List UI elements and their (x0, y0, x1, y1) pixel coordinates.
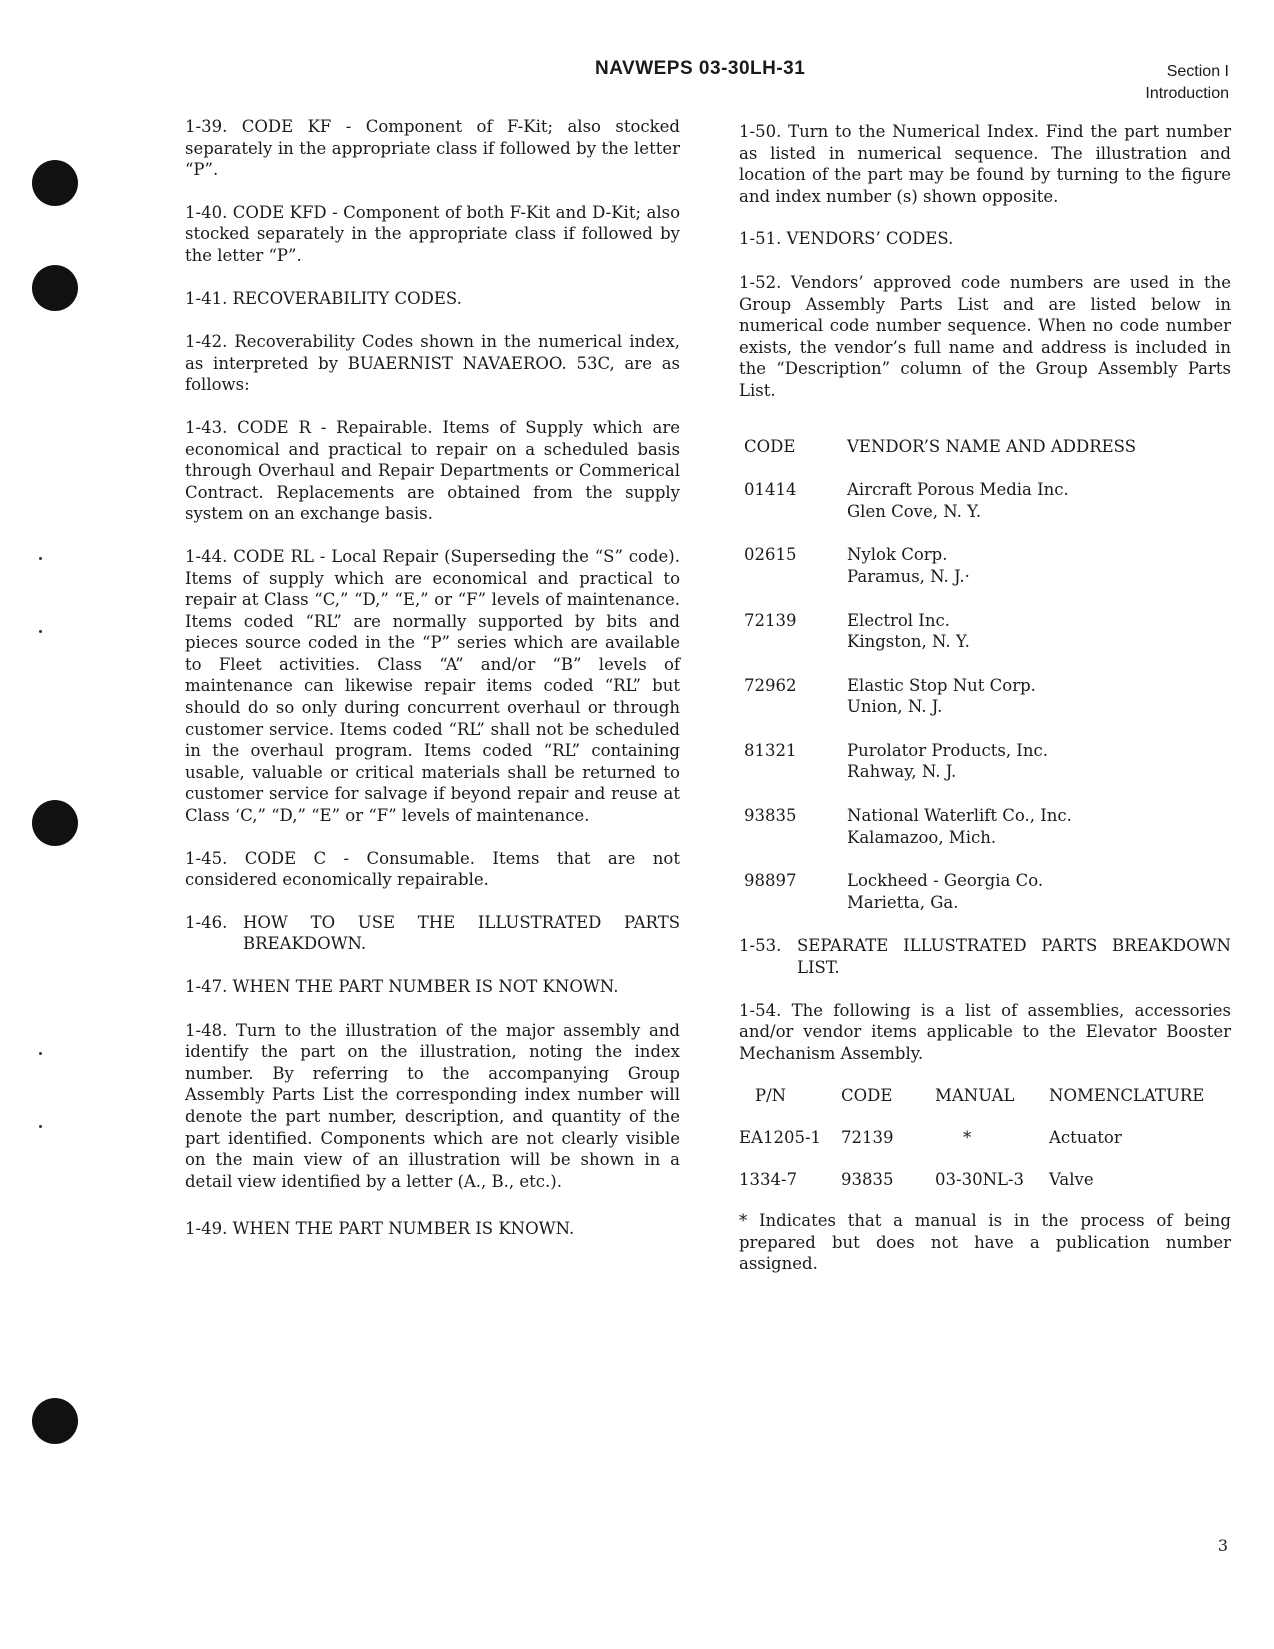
paragraph-1-39: 1-39. CODE KF - Component of F-Kit; also stocked separately in the appropriate class if followed by the letter “P”. (185, 117, 680, 180)
margin-speck (39, 557, 42, 560)
vendor-name-address (847, 610, 1231, 653)
manual-header: MANUAL (935, 1086, 1015, 1106)
paragraph-1-52: 1-52. Vendors’ approved code numbers are used in the Group Assembly Parts List and are listed below in numerical code number sequence. When no code number exists, the vendor’s full name and address is included in the “Description” column of the Group Assembly Parts List. (739, 272, 1231, 400)
vendor-name: Nylok Corp. (847, 545, 948, 565)
vendor-row (739, 740, 1231, 783)
paragraph-1-40: 1-40. CODE KFD - Component of both F-Kit and D-Kit; also stocked separately in the appropriate class if followed by the letter “P”. (185, 202, 680, 265)
vendor-code-header: CODE (744, 436, 796, 456)
vendor-name-address (847, 479, 1231, 522)
pn-header: P/N (755, 1086, 787, 1106)
vendor-name-header: VENDOR’S NAME AND ADDRESS (847, 436, 1136, 456)
part-code: 93835 (841, 1169, 894, 1189)
part-number: 1334-7 (739, 1169, 798, 1189)
parts-table (739, 1085, 1231, 1190)
vendor-row (739, 479, 1231, 522)
section-chapter: Introduction (1145, 85, 1229, 102)
vendor-name: Purolator Products, Inc. (847, 740, 1048, 760)
vendor-address: Glen Cove, N. Y. (847, 501, 982, 521)
vendor-code: 98897 (744, 871, 797, 891)
part-nomenclature: Valve (1049, 1169, 1094, 1189)
vendor-table-header (739, 436, 1231, 458)
heading-1-41: 1-41. RECOVERABILITY CODES. (185, 288, 462, 308)
punch-hole (32, 800, 78, 846)
vendor-code: 72139 (744, 610, 797, 630)
vendor-row (739, 544, 1231, 587)
paragraph-1-44: 1-44. CODE RL - Local Repair (Superseding the “S” code). Items of supply which are economical and practical to repair at Class “C,” “D,” “E,” or “F” levels of maintenance. Items coded “RL” are normally supported by bits and pieces source coded in the “P” series which are available to Fleet activities. Class “A” and/or “B” levels of maintenance can likewise repair items coded “RL” but should do so only during concurrent overhaul or through customer service. Items coded “RL” shall not be scheduled in the overhaul program. Items coded “RL” containing usable, valuable or critical materials shall be returned to customer service for salvage if beyond repair and reuse at Class ‘C,” “D,” “E” or “F” levels of maintenance. (185, 546, 680, 826)
part-number: EA1205-1 (739, 1128, 822, 1147)
vendor-name: Elastic Stop Nut Corp. (847, 675, 1036, 695)
vendor-address: Kalamazoo, Mich. (847, 827, 997, 847)
footnote: * Indicates that a manual is in the process of being prepared but does not have a publication number assigned. (739, 1211, 1231, 1274)
vendor-code: 02615 (744, 545, 797, 565)
vendor-name-address (847, 870, 1231, 913)
vendor-address: Paramus, N. J.· (847, 566, 970, 586)
heading-1-46 (185, 912, 680, 955)
paragraph-1-48: 1-48. Turn to the illustration of the major assembly and identify the part on the illustration, noting the index number. By referring to the accompanying Group Assembly Parts List the corresponding index number will denote the part number, description, and quantity of the part identified. Components which are not clearly visible on the main view of an illustration will be shown in a detail view identified by a letter (A., B., etc.). (185, 1020, 680, 1191)
left-column (185, 116, 680, 1262)
heading-1-49: 1-49. WHEN THE PART NUMBER IS KNOWN. (185, 1219, 575, 1239)
paragraph-1-42: 1-42. Recoverability Codes shown in the numerical index, as interpreted by BUAERNIST NAVAEROO. 53C, are as follows: (185, 332, 680, 395)
vendor-name: Lockheed - Georgia Co. (847, 871, 1044, 891)
punch-hole (32, 1398, 78, 1444)
vendor-row (739, 805, 1231, 848)
part-nomenclature: Actuator (1049, 1128, 1122, 1147)
vendor-address: Union, N. J. (847, 697, 943, 717)
heading-1-47: 1-47. WHEN THE PART NUMBER IS NOT KNOWN. (185, 977, 619, 996)
parts-row (739, 1127, 1231, 1149)
page-number: 3 (1217, 1536, 1228, 1555)
parts-table-header (739, 1085, 1231, 1107)
paragraph-1-54: 1-54. The following is a list of assemblies, accessories and/or vendor items applicable to the Elevator Booster Mechanism Assembly. (739, 1000, 1231, 1063)
vendor-row (739, 675, 1231, 718)
vendor-name-address (847, 544, 1231, 587)
section-title: Section I (1166, 63, 1229, 80)
vendor-name: Aircraft Porous Media Inc. (847, 480, 1069, 500)
vendor-row (739, 870, 1231, 913)
paragraph-1-50: 1-50. Turn to the Numerical Index. Find the part number as listed in numerical sequence. The illustration and location of the part may be found by turning to the figure and index number (s) shown opposite. (739, 122, 1231, 206)
margin-speck (39, 630, 42, 633)
vendor-code: 72962 (744, 675, 797, 695)
section-label (1145, 61, 1229, 105)
heading-number: 1-46. (185, 912, 228, 932)
vendor-address: Kingston, N. Y. (847, 632, 970, 652)
punch-hole (32, 160, 78, 206)
vendor-code: 93835 (744, 806, 797, 826)
vendor-address: Marietta, Ga. (847, 892, 959, 912)
margin-speck (39, 1052, 42, 1055)
vendor-name-address (847, 805, 1231, 848)
publication-number: NAVWEPS 03-30LH-31 (595, 58, 806, 79)
nomenclature-header: NOMENCLATURE (1049, 1086, 1205, 1106)
vendor-name: Electrol Inc. (847, 610, 950, 630)
code-header: CODE (841, 1086, 893, 1106)
vendor-name-address (847, 675, 1231, 718)
heading-1-53 (739, 935, 1231, 978)
part-manual: * (963, 1128, 972, 1147)
parts-row (739, 1169, 1231, 1191)
vendor-table (739, 436, 1231, 914)
vendor-address: Rahway, N. J. (847, 762, 957, 782)
vendor-name: National Waterlift Co., Inc. (847, 806, 1072, 826)
vendor-code: 81321 (744, 740, 797, 760)
heading-text: SEPARATE ILLUSTRATED PARTS BREAKDOWN LIST. (797, 936, 1231, 978)
part-code: 72139 (841, 1128, 894, 1147)
punch-hole (32, 265, 78, 311)
part-manual: 03-30NL-3 (935, 1169, 1025, 1189)
heading-number: 1-53. (739, 936, 782, 956)
heading-text: HOW TO USE THE ILLUSTRATED PARTS BREAKDOWN. (243, 912, 680, 954)
right-column (739, 121, 1231, 1291)
vendor-code: 01414 (744, 480, 797, 500)
paragraph-1-43: 1-43. CODE R - Repairable. Items of Supply which are economical and practical to repair on a scheduled basis through Overhaul and Repair Departments or Commerical Contract. Replacements are obtained from the supply system on an exchange basis. (185, 417, 680, 524)
vendor-row (739, 610, 1231, 653)
heading-1-51: 1-51. VENDORS’ CODES. (739, 229, 954, 249)
paragraph-1-45: 1-45. CODE C - Consumable. Items that are not considered economically repairable. (185, 848, 680, 890)
margin-speck (39, 1125, 42, 1128)
vendor-name-address (847, 740, 1231, 783)
